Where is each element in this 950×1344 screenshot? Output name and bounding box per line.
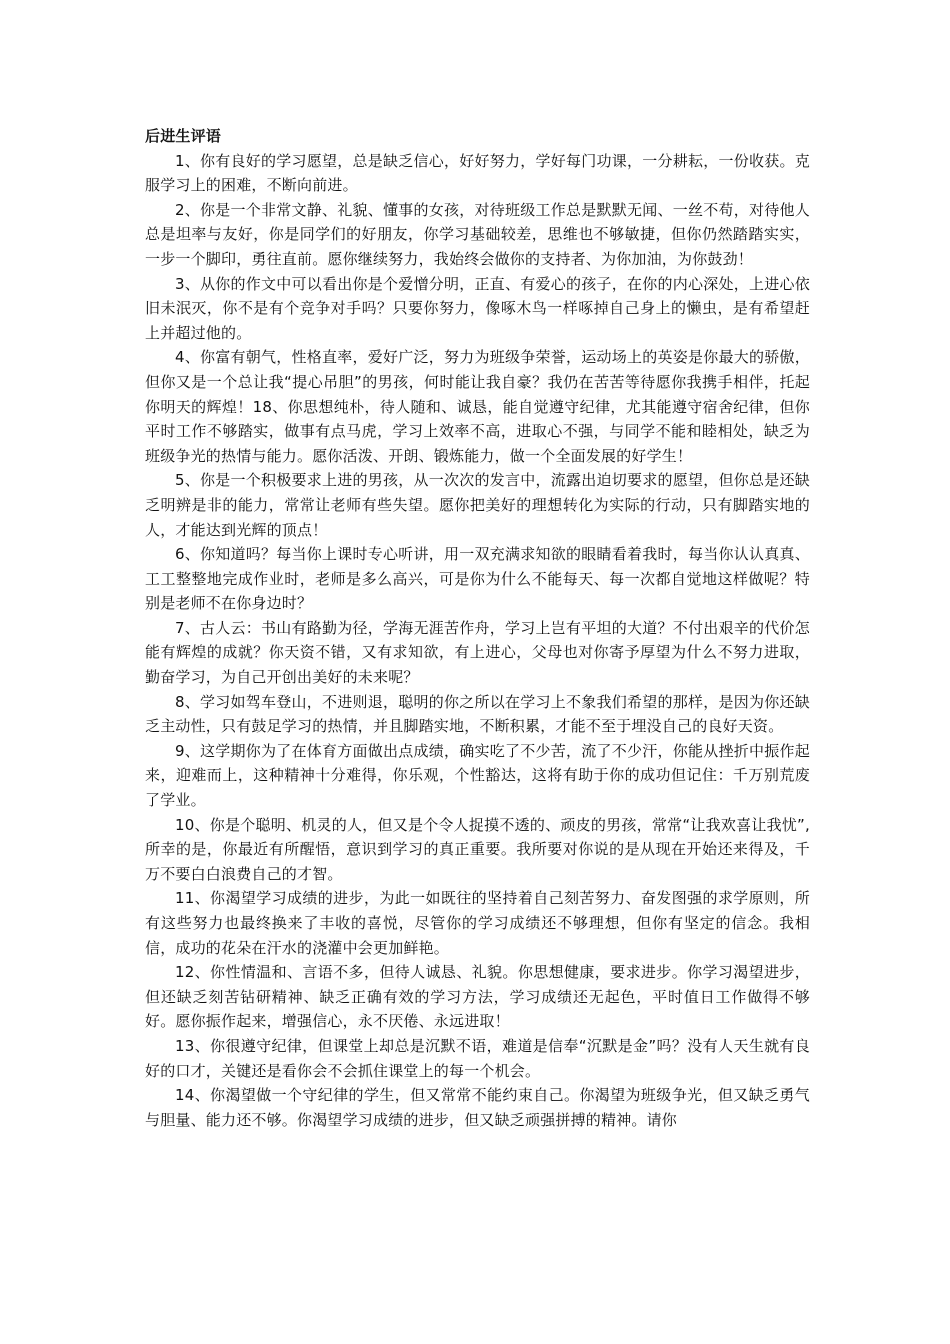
document-title: 后进生评语 (145, 127, 222, 145)
comment-paragraph-14: 14、你渴望做一个守纪律的学生，但又常常不能约束自己。你渴望为班级争光，但又缺乏勇气与胆量、能力还不够。你渴望学习成绩的进步，但又缺乏顽强拼搏的精神。请你 (145, 1086, 810, 1129)
comment-paragraph-13: 13、你很遵守纪律，但课堂上却总是沉默不语，难道是信奉“沉默是金”吗？没有人天生就有良好的口才，关键还是看你会不会抓住课堂上的每一个机会。 (145, 1036, 810, 1080)
comment-paragraph-1: 1、你有良好的学习愿望，总是缺乏信心，好好努力，学好每门功课，一分耕耘，一份收获。克服学习上的困难，不断向前进。 (145, 151, 810, 195)
comment-paragraph-5: 5、你是一个积极要求上进的男孩，从一次次的发言中，流露出迫切要求的愿望，但你总是还缺乏明辨是非的能力，常常让老师有些失望。愿你把美好的理想转化为实际的行动，只有脚踏实地的人，才能达到光辉的顶点！ (145, 471, 810, 539)
comment-paragraph-9: 9、这学期你为了在体育方面做出点成绩，确实吃了不少苦，流了不少汗，你能从挫折中振作起来，迎难而上，这种精神十分难得，你乐观，个性豁达，这将有助于你的成功但记住：千万别荒废了学业。 (145, 741, 810, 810)
comment-paragraph-11: 11、你渴望学习成绩的进步，为此一如既往的坚持着自己刻苦努力、奋发图强的求学原则，所有这些努力也最终换来了丰收的喜悦，尽管你的学习成绩还不够理想，但你有坚定的信念。我相信，成功的花朵在汗水的浇灌中会更加鲜艳。 (145, 889, 810, 957)
comment-paragraph-10: 10、你是个聪明、机灵的人，但又是个令人捉摸不透的、顽皮的男孩，常常“让我欢喜让我忧”,所幸的是，你最近有所醒悟，意识到学习的真正重要。我所要对你说的是从现在开始还来得及，千万不要白白浪费自己的才智。 (145, 815, 810, 883)
comment-paragraph-7: 7、古人云：书山有路勤为径，学海无涯苦作舟，学习上岂有平坦的大道？不付出艰辛的代价怎能有辉煌的成就？你天资不错，又有求知欲，有上进心，父母也对你寄予厚望为什么不努力进取，勤奋学习，为自己开创出美好的未来呢？ (145, 618, 810, 687)
document-page (145, 124, 810, 1132)
comment-paragraph-6: 6、你知道吗？每当你上课时专心听讲，用一双充满求知欲的眼睛看着我时，每当你认认真真、工工整整地完成作业时，老师是多么高兴，可是你为什么不能每天、每一次都自觉地这样做呢？特别是老师不在你身边时？ (145, 545, 810, 613)
comment-paragraph-8: 8、学习如驾车登山，不进则退，聪明的你之所以在学习上不象我们希望的那样，是因为你还缺乏主动性，只有鼓足学习的热情，并且脚踏实地，不断积累，才能不至于埋没自己的良好天资。 (145, 692, 810, 736)
comment-paragraph-3: 3、从你的作文中可以看出你是个爱憎分明，正直、有爱心的孩子，在你的内心深处，上进心依旧未泯灭，你不是有个竞争对手吗？只要你努力，像啄木鸟一样啄掉自己身上的懒虫，是有希望赶上并超过他的。 (145, 274, 810, 342)
comment-paragraph-4: 4、你富有朝气，性格直率，爱好广泛，努力为班级争荣誉，运动场上的英姿是你最大的骄傲，但你又是一个总让我“提心吊胆”的男孩，何时能让我自豪？我仍在苦苦等待愿你我携手相伴，托起你明天的辉煌！18、你思想纯朴，待人随和、诚恳，能自觉遵守纪律，尤其能遵守宿舍纪律，但你平时工作不够踏实，做事有点马虎，学习上效率不高，进取心不强，与同学不能和睦相处，缺乏为班级争光的热情与能力。愿你活泼、开朗、锻炼能力，做一个全面发展的好学生！ (145, 348, 810, 465)
comment-paragraph-2: 2、你是一个非常文静、礼貌、懂事的女孩，对待班级工作总是默默无闻、一丝不苟，对待他人总是坦率与友好，你是同学们的好朋友，你学习基础较差，思维也不够敏捷，但你仍然踏踏实实，一步一个脚印，勇往直前。愿你继续努力，我始终会做你的支持者、为你加油，为你鼓劲！ (145, 200, 810, 268)
comment-paragraph-12: 12、你性情温和、言语不多，但待人诚恳、礼貌。你思想健康，要求进步。你学习渴望进步，但还缺乏刻苦钻研精神、缺乏正确有效的学习方法，学习成绩还无起色，平时值日工作做得不够好。愿你振作起来，增强信心，永不厌倦、永远进取！ (145, 963, 810, 1031)
